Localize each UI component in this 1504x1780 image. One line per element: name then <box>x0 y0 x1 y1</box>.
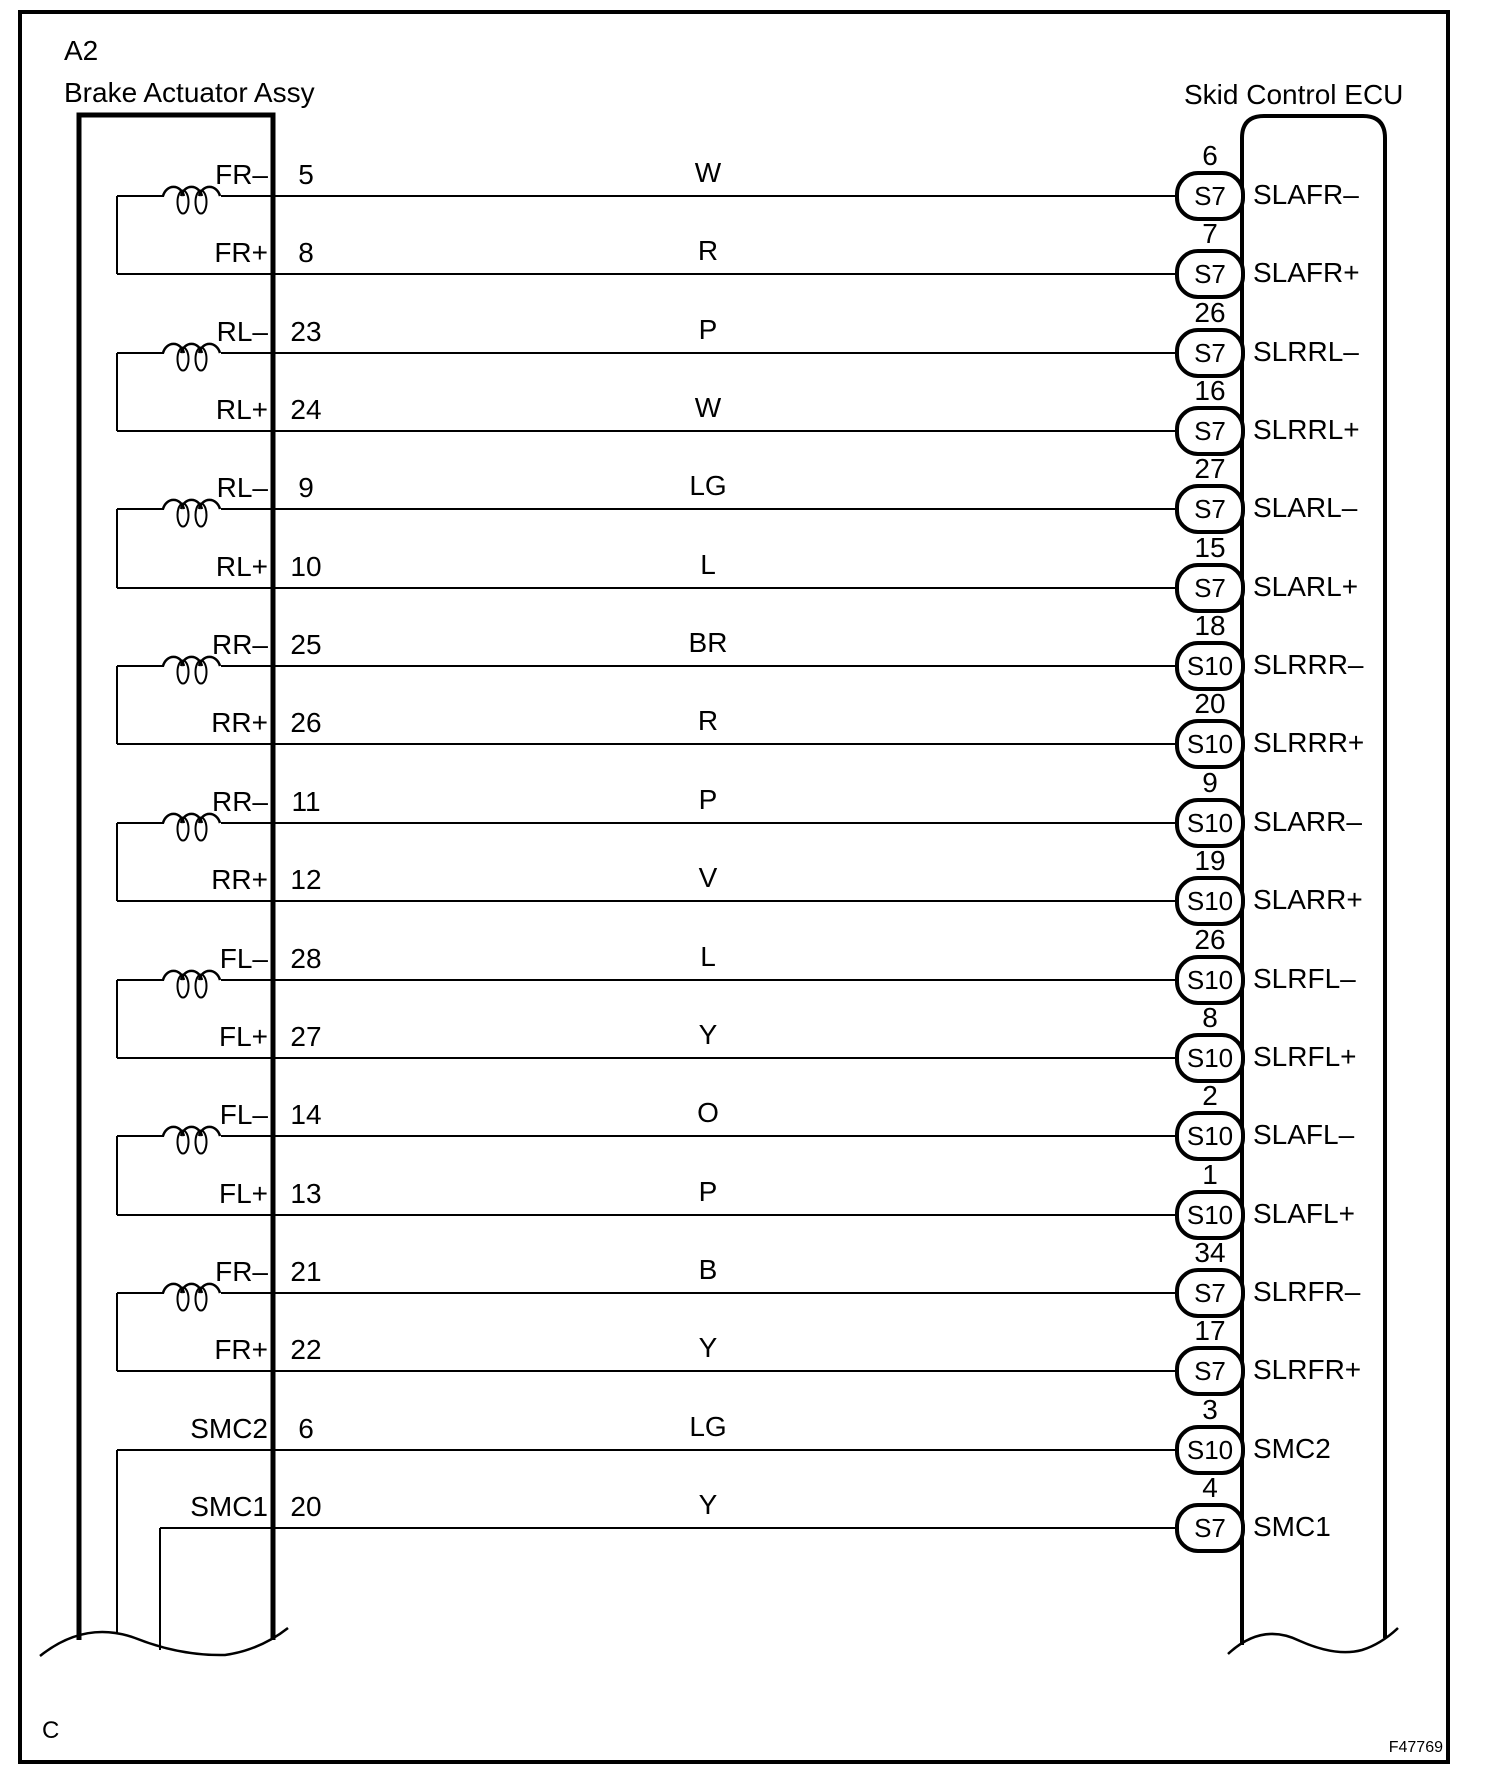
actuator-terminal-label: RR+ <box>211 707 268 738</box>
actuator-pin-number: 9 <box>298 472 314 503</box>
ecu-connector-code: S7 <box>1194 416 1226 446</box>
left-component-title: Brake Actuator Assy <box>64 77 315 108</box>
actuator-pin-number: 6 <box>298 1413 314 1444</box>
actuator-pin-number: 10 <box>290 551 322 582</box>
ecu-pin-number: 17 <box>1194 1315 1226 1346</box>
actuator-terminal-label: FR+ <box>214 1334 268 1365</box>
wire-color-code: P <box>698 1176 718 1207</box>
wire-color-code: W <box>694 157 722 188</box>
wire-color-code: P <box>698 784 718 815</box>
ecu-connector-code: S7 <box>1194 573 1226 603</box>
actuator-pin-number: 12 <box>290 864 322 895</box>
ecu-connector-code: S10 <box>1186 965 1234 995</box>
wire-color-code: P <box>698 314 718 345</box>
ecu-connector-code: S7 <box>1194 338 1226 368</box>
wire-color-code: LG <box>689 1411 727 1442</box>
ecu-terminal-label: SLARL– <box>1253 492 1358 523</box>
actuator-terminal-label: SMC1 <box>190 1491 268 1522</box>
actuator-pin-number: 27 <box>290 1021 322 1052</box>
ecu-terminal-label: SLRRR– <box>1253 649 1364 680</box>
ecu-pin-number: 15 <box>1194 532 1226 563</box>
ecu-connector-code: S10 <box>1186 729 1234 759</box>
actuator-pin-number: 25 <box>290 629 322 660</box>
actuator-pin-number: 5 <box>298 159 314 190</box>
ecu-terminal-label: SLRFR– <box>1253 1276 1361 1307</box>
actuator-pin-number: 24 <box>290 394 322 425</box>
ecu-connector-code: S7 <box>1194 259 1226 289</box>
ecu-terminal-label: SLRFL– <box>1253 963 1356 994</box>
actuator-terminal-label: FL– <box>219 1099 268 1130</box>
wire-color-code: L <box>700 549 716 580</box>
ecu-connector-code: S10 <box>1186 1121 1234 1151</box>
ecu-pin-number: 18 <box>1194 610 1226 641</box>
actuator-pin-number: 13 <box>290 1178 322 1209</box>
actuator-pin-number: 23 <box>290 316 322 347</box>
ecu-connector-code: S7 <box>1194 181 1226 211</box>
ecu-pin-number: 20 <box>1194 688 1226 719</box>
ecu-pin-number: 6 <box>1202 140 1218 171</box>
actuator-pin-number: 14 <box>290 1099 322 1130</box>
ecu-connector-code: S7 <box>1194 1356 1226 1386</box>
right-component-title: Skid Control ECU <box>1184 79 1404 110</box>
actuator-pin-number: 11 <box>291 786 321 817</box>
wire-color-code: Y <box>698 1489 718 1520</box>
ecu-terminal-label: SMC2 <box>1253 1433 1331 1464</box>
actuator-terminal-label: RL+ <box>215 551 268 582</box>
ecu-terminal-label: SLARR– <box>1253 806 1362 837</box>
actuator-pin-number: 20 <box>290 1491 322 1522</box>
wire-color-code: W <box>694 392 722 423</box>
actuator-terminal-label: SMC2 <box>190 1413 268 1444</box>
ecu-terminal-label: SLRFR+ <box>1253 1354 1362 1385</box>
wire-color-code: R <box>697 705 719 736</box>
ecu-pin-number: 2 <box>1202 1080 1218 1111</box>
ecu-pin-number: 4 <box>1202 1472 1218 1503</box>
ecu-pin-number: 19 <box>1194 845 1226 876</box>
ecu-pin-number: 3 <box>1202 1394 1218 1425</box>
figure-code: F47769 <box>1388 1739 1443 1756</box>
ecu-pin-number: 16 <box>1194 375 1226 406</box>
ecu-terminal-label: SMC1 <box>1253 1511 1331 1542</box>
ecu-connector-code: S10 <box>1186 651 1234 681</box>
actuator-terminal-label: FR– <box>215 1256 268 1287</box>
actuator-pin-number: 8 <box>298 237 314 268</box>
ecu-connector-code: S10 <box>1186 1200 1234 1230</box>
actuator-terminal-label: RR– <box>211 629 268 660</box>
actuator-terminal-label: FL+ <box>218 1178 268 1209</box>
ecu-terminal-label: SLRRR+ <box>1253 727 1365 758</box>
ecu-terminal-label: SLARR+ <box>1253 884 1363 915</box>
ecu-connector-code: S10 <box>1186 808 1234 838</box>
ecu-terminal-label: SLARL+ <box>1253 571 1359 602</box>
ecu-connector-code: S7 <box>1194 1513 1226 1543</box>
left-connector-id: A2 <box>64 35 99 66</box>
actuator-terminal-label: FR+ <box>214 237 268 268</box>
ecu-terminal-label: SLRRL– <box>1253 336 1359 367</box>
ecu-pin-number: 9 <box>1202 767 1218 798</box>
ecu-connector-code: S10 <box>1186 886 1234 916</box>
wire-color-code: B <box>698 1254 718 1285</box>
ecu-connector-code: S7 <box>1194 494 1226 524</box>
wire-color-code: R <box>697 235 719 266</box>
ecu-pin-number: 27 <box>1194 453 1226 484</box>
ecu-terminal-label: SLAFL– <box>1253 1119 1355 1150</box>
actuator-terminal-label: RR+ <box>211 864 268 895</box>
wire-color-code: L <box>700 941 716 972</box>
ecu-connector-code: S10 <box>1186 1043 1234 1073</box>
ecu-pin-number: 34 <box>1194 1237 1226 1268</box>
ecu-pin-number: 7 <box>1202 218 1218 249</box>
actuator-pin-number: 26 <box>290 707 322 738</box>
wire-color-code: BR <box>688 627 728 658</box>
ecu-pin-number: 26 <box>1194 924 1226 955</box>
wire-color-code: O <box>697 1097 719 1128</box>
actuator-terminal-label: FL– <box>219 943 268 974</box>
actuator-terminal-label: RL– <box>216 316 268 347</box>
actuator-terminal-label: RR– <box>211 786 268 817</box>
ecu-connector-code: S7 <box>1194 1278 1226 1308</box>
actuator-terminal-label: RL+ <box>215 394 268 425</box>
ecu-terminal-label: SLAFL+ <box>1253 1198 1355 1229</box>
actuator-pin-number: 22 <box>290 1334 322 1365</box>
section-letter: C <box>42 1717 60 1744</box>
actuator-terminal-label: FL+ <box>218 1021 268 1052</box>
ecu-terminal-label: SLAFR+ <box>1253 257 1360 288</box>
ecu-terminal-label: SLRFL+ <box>1253 1041 1357 1072</box>
ecu-pin-number: 1 <box>1202 1159 1218 1190</box>
wire-color-code: LG <box>689 470 727 501</box>
wire-color-code: Y <box>698 1332 718 1363</box>
ecu-terminal-label: SLRRL+ <box>1253 414 1360 445</box>
actuator-pin-number: 21 <box>290 1256 322 1287</box>
ecu-terminal-label: SLAFR– <box>1253 179 1359 210</box>
wire-color-code: Y <box>698 1019 718 1050</box>
ecu-connector-code: S10 <box>1186 1435 1234 1465</box>
ecu-pin-number: 8 <box>1202 1002 1218 1033</box>
wire-color-code: V <box>698 862 718 893</box>
actuator-pin-number: 28 <box>290 943 322 974</box>
ecu-pin-number: 26 <box>1194 297 1226 328</box>
actuator-terminal-label: FR– <box>215 159 268 190</box>
actuator-terminal-label: RL– <box>216 472 268 503</box>
